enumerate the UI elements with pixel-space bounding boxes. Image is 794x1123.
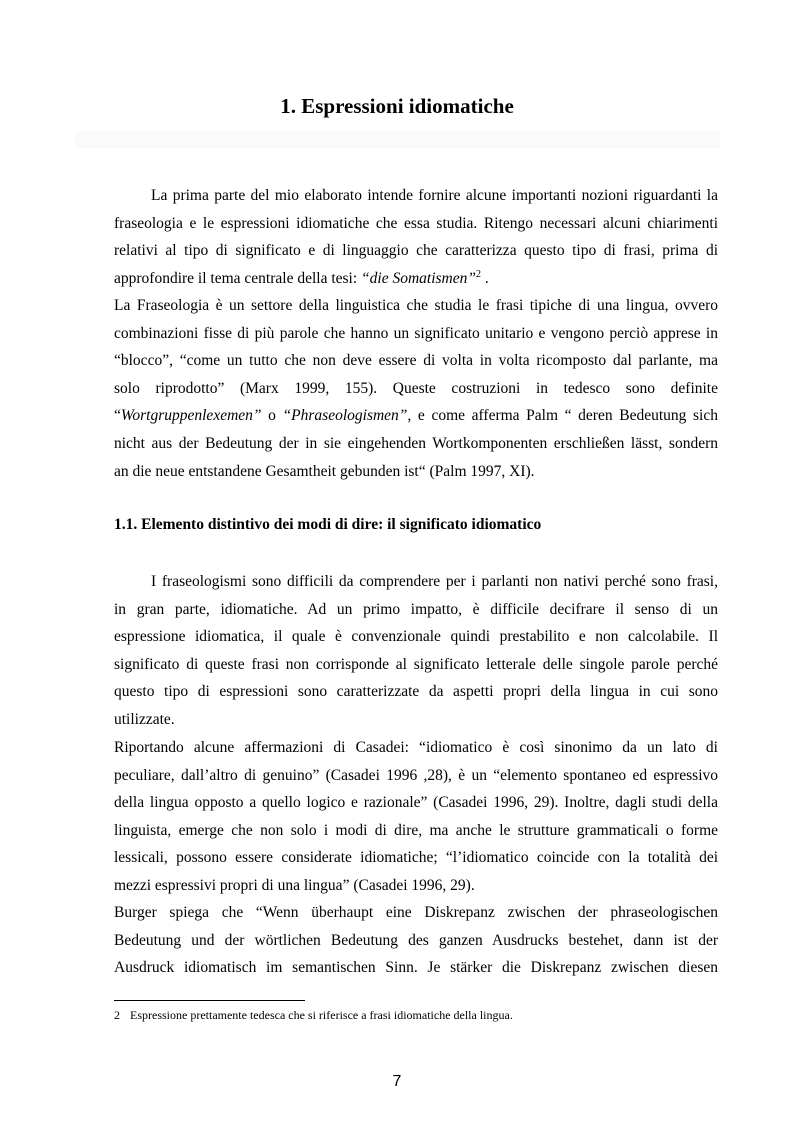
chapter-title: 1. Espressioni idiomatiche	[280, 94, 514, 118]
text-span: o	[261, 407, 283, 425]
term-die-somatismen: “die Somatismen”	[361, 269, 476, 287]
text-line: solo riprodotto” (Marx 1999, 155). Queste costruzioni in tedesco sono definite	[114, 379, 718, 397]
text-line: peculiare, dall’altro di genuino” (Casadei 1996 ,28), è un “elemento spontaneo ed espressivo	[114, 766, 718, 784]
page-number: 7	[392, 1073, 402, 1090]
text-line: relativi al tipo di significato e di linguaggio che caratterizza questo tipo di frasi, prima di	[114, 242, 718, 260]
footnote	[114, 1008, 513, 1023]
text-line: Bedeutung und der wörtlichen Bedeutung des ganzen Ausdrucks bestehet, dann ist der	[114, 931, 718, 949]
text-line: I fraseologismi sono difficili da comprendere per i parlanti non nativi perché sono frasi,	[151, 573, 718, 590]
footnote-text: Espressione prettamente tedesca che si riferisce a frasi idiomatiche della lingua.	[130, 1008, 513, 1022]
text-line	[114, 402, 718, 430]
text-line: Riportando alcune affermazioni di Casadei: “idiomatico è così sinonimo da un lato di	[114, 739, 718, 756]
term-wortgruppenlexemen: Wortgruppenlexemen”	[120, 407, 262, 425]
text-line: fraseologia e le espressioni idiomatiche che essa studia. Ritengo necessari alcuni chiarimenti	[114, 214, 718, 232]
burger-paragraph	[114, 899, 718, 982]
text-span: e come afferma Palm “ deren Bedeutung sich	[411, 407, 718, 425]
text-line: utilizzate.	[114, 710, 175, 728]
text-span: “	[114, 407, 121, 425]
text-line: linguista, emerge che non solo i modi di dire, ma anche le strutture grammaticali o forme	[114, 821, 718, 839]
text-line	[114, 265, 718, 293]
text-span: .	[481, 269, 489, 287]
text-line: Ausdruck idiomatisch im semantischen Sinn. Je stärker die Diskrepanz zwischen diesen	[114, 959, 718, 977]
footnote-divider	[114, 1000, 305, 1001]
text-line: mezzi espressivi propri di una lingua” (Casadei 1996, 29).	[114, 876, 475, 894]
text-line: an die neue entstandene Gesamtheit gebunden ist“ (Palm 1997, XI).	[114, 462, 535, 480]
text-line: La Fraseologia è un settore della linguistica che studia le frasi tipiche di una lingua, ovvero	[114, 297, 718, 314]
text-line: “blocco”, “come un tutto che non deve essere di volta in volta ricomposto dal parlante, ma	[114, 352, 718, 370]
text-line: espressione idiomatica, il quale è convenzionale quindi prestabilito e non calcolabile. Il	[114, 628, 718, 646]
intro-paragraph	[114, 182, 718, 292]
text-line: La prima parte del mio elaborato intende fornire alcune importanti nozioni riguardanti la	[151, 187, 718, 204]
text-line: della lingua opposto a quello logico e razionale” (Casadei 1996, 29). Inoltre, dagli studi della	[114, 794, 718, 812]
footnote-reference[interactable]: 2	[476, 268, 481, 280]
fraseologismi-paragraph	[114, 568, 718, 734]
text-line: lessicali, possono essere considerate idiomatiche; “l’idiomatico coincide con la totalità dei	[114, 849, 718, 867]
title-band	[75, 131, 720, 148]
term-phraseologismen: “Phraseologismen”,	[282, 407, 412, 425]
text-line: combinazioni fisse di più parole che hanno un significato unitario e vengono perciò apprese in	[114, 324, 718, 342]
text-span: approfondire il tema centrale della tesi:	[114, 269, 362, 287]
text-line: in gran parte, idiomatiche. Ad un primo impatto, è difficile decifrare il senso di un	[114, 600, 718, 618]
text-line: Burger spiega che “Wenn überhaupt eine Diskrepanz zwischen der phraseologischen	[114, 904, 718, 921]
text-line: questo tipo di espressioni sono caratterizzate da aspetti propri della lingua in cui sono	[114, 683, 718, 701]
casadei-paragraph	[114, 734, 718, 900]
section-heading: 1.1. Elemento distintivo dei modi di dire: il significato idiomatico	[114, 516, 542, 533]
footnote-number: 2	[114, 1008, 120, 1022]
fraseologia-paragraph	[114, 292, 718, 485]
text-line: significato di queste frasi non corrisponde al significato letterale delle singole parole perché	[114, 655, 718, 673]
text-line: nicht aus der Bedeutung der in sie eingehenden Wortkomponenten erschließen lässt, sondern	[114, 434, 718, 452]
